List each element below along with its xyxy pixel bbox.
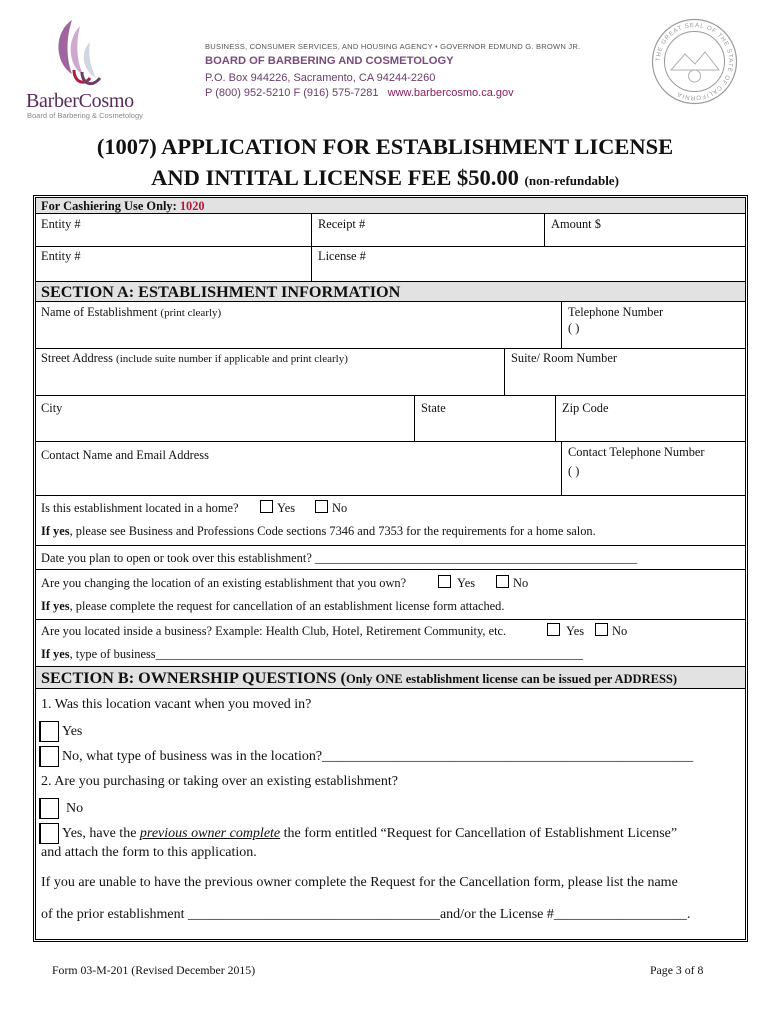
divider (311, 213, 312, 281)
q2-yes-checkbox[interactable] (39, 823, 59, 844)
q1-no-checkbox[interactable] (39, 746, 59, 767)
divider (36, 619, 745, 620)
cashier-label: For Cashiering Use Only: (41, 199, 177, 213)
relocate-no-checkbox[interactable] (496, 575, 509, 588)
contact-phone-label: Contact Telephone Number (568, 445, 705, 459)
q1-yes-label: Yes (62, 724, 83, 739)
form-title-note: (non-refundable) (524, 173, 619, 188)
divider (36, 495, 745, 496)
home-yes-checkbox[interactable] (260, 500, 273, 513)
home-question: Is this establishment located in a home? (41, 501, 239, 515)
section-b-heading (41, 670, 677, 686)
agency-line: BUSINESS, CONSUMER SERVICES, AND HOUSING AGENCY • GOVERNOR EDMUND G. BROWN JR. (205, 42, 581, 51)
telephone-label: Telephone Number (568, 305, 664, 319)
q1-yes-checkbox[interactable] (39, 721, 59, 742)
cashier-code: 1020 (179, 199, 205, 213)
divider (36, 545, 745, 546)
relocate-no-label: No (513, 576, 529, 590)
relocate-yes-label: Yes (457, 576, 476, 590)
q2-yes-emphasis: previous owner complete (139, 826, 281, 841)
divider (36, 301, 745, 302)
relocate-if-yes: If yes (41, 599, 70, 613)
q2-yes-pre: Yes, have the (62, 826, 140, 841)
state-seal-icon (651, 18, 738, 105)
inside-no-label: No (612, 624, 628, 638)
inside-business-question: Are you located inside a business? Example: Health Club, Hotel, Retirement Community, etc. (41, 624, 507, 638)
establishment-name-label (41, 306, 221, 319)
board-address: P.O. Box 944226, Sacramento, CA 94244-2260 (205, 72, 436, 84)
license-label: License # (318, 249, 366, 263)
prior-establishment-instructions: If you are unable to have the previous owner complete the Request for the Cancellation form, please list the name (41, 875, 678, 890)
establishment-name-note: (print clearly) (160, 307, 222, 319)
inside-business-note (41, 648, 583, 660)
form-title-line1: (1007) APPLICATION FOR ESTABLISHMENT LICENSE (96, 134, 674, 159)
divider (36, 395, 745, 396)
q2-no-checkbox[interactable] (39, 798, 59, 819)
form-title-fee: AND INTITAL LICENSE FEE $50.00 (151, 165, 519, 190)
entity-label-1: Entity # (41, 217, 81, 231)
inside-yes-checkbox[interactable] (547, 623, 560, 636)
divider (36, 569, 745, 570)
receipt-label: Receipt # (318, 217, 366, 231)
home-no-checkbox[interactable] (315, 500, 328, 513)
state-label: State (421, 401, 446, 415)
board-phone-line (205, 87, 514, 99)
divider (504, 348, 505, 395)
zip-label: Zip Code (562, 401, 609, 415)
q2-yes-post: the form entitled “Request for Cancellation of Establishment License” (280, 826, 678, 841)
section-a-heading: SECTION A: ESTABLISHMENT INFORMATION (41, 283, 401, 301)
question-1: 1. Was this location vacant when you moved in? (41, 697, 312, 712)
amount-label: Amount $ (551, 217, 601, 231)
seal-text: THE GREAT SEAL OF THE STATE OF CALIFORNIA (654, 21, 735, 102)
relocate-question: Are you changing the location of an existing establishment that you own? (41, 576, 407, 590)
relocate-note (41, 600, 504, 612)
street-address-label (41, 352, 348, 365)
suite-label: Suite/ Room Number (511, 351, 618, 365)
page-number: Page 3 of 8 (650, 963, 704, 977)
website-link[interactable]: www.barbercosmo.ca.gov (387, 87, 514, 99)
divider (36, 348, 745, 349)
home-no-label: No (332, 501, 348, 515)
logo-subtitle: Board of Barbering & Cosmetology (27, 111, 143, 120)
telephone-parens: ( ) (568, 321, 580, 335)
inside-yes-label: Yes (566, 624, 585, 638)
svg-text:THE GREAT SEAL OF THE STATE OF (655, 22, 734, 101)
divider (36, 441, 745, 442)
divider (36, 688, 745, 689)
open-date-question: Date you plan to open or took over this establishment? ____________________________________________________ (41, 551, 638, 565)
home-note (41, 525, 596, 537)
section-b-heading-note: Only ONE establishment license can be issued per ADDRESS) (345, 672, 678, 686)
q1-no-label: No, what type of business was in the location?_____________________________________________________ (62, 749, 694, 764)
city-label: City (41, 401, 63, 415)
question-2: 2. Are you purchasing or taking over an existing establishment? (41, 774, 398, 789)
inside-if-yes: If yes (41, 647, 70, 661)
divider (36, 246, 745, 247)
form-title-line2 (0, 165, 770, 191)
board-name: BOARD OF BARBERING AND COSMETOLOGY (205, 55, 454, 67)
divider (414, 395, 415, 441)
entity-label-2: Entity # (41, 249, 81, 263)
establishment-name-text: Name of Establishment (41, 305, 158, 319)
relocate-note-text: , please complete the request for cancellation of an establishment license form attached. (69, 599, 505, 613)
street-address-note: (include suite number if applicable and print clearly) (116, 353, 348, 365)
q2-continuation: and attach the form to this application. (41, 845, 257, 860)
contact-label: Contact Name and Email Address (41, 448, 209, 462)
divider (555, 395, 556, 441)
board-phone: P (800) 952-5210 F (916) 575-7281 (205, 87, 379, 99)
home-note-text: , please see Business and Professions Code sections 7346 and 7353 for the requirements for a home salon. (69, 524, 596, 538)
logo-wordmark: BarberCosmo (26, 90, 134, 112)
section-b-heading-main: SECTION B: OWNERSHIP QUESTIONS ( (41, 669, 346, 687)
street-address-text: Street Address (41, 351, 113, 365)
divider (561, 301, 562, 348)
form-id: Form 03-M-201 (Revised December 2015) (52, 963, 256, 977)
inside-note-text: , type of business_____________________________________________________________________ (69, 647, 584, 661)
prior-establishment-fields: of the prior establishment ____________________________________and/or the License #___________________. (41, 907, 691, 922)
cashier-header (41, 200, 205, 212)
contact-phone-parens: ( ) (568, 464, 580, 478)
divider (36, 213, 745, 214)
relocate-yes-checkbox[interactable] (438, 575, 451, 588)
divider (544, 213, 545, 247)
inside-no-checkbox[interactable] (595, 623, 608, 636)
home-if-yes: If yes (41, 524, 70, 538)
q2-no-label: No (66, 801, 84, 816)
divider (561, 441, 562, 495)
q2-yes-label (62, 827, 677, 841)
home-yes-label: Yes (277, 501, 296, 515)
